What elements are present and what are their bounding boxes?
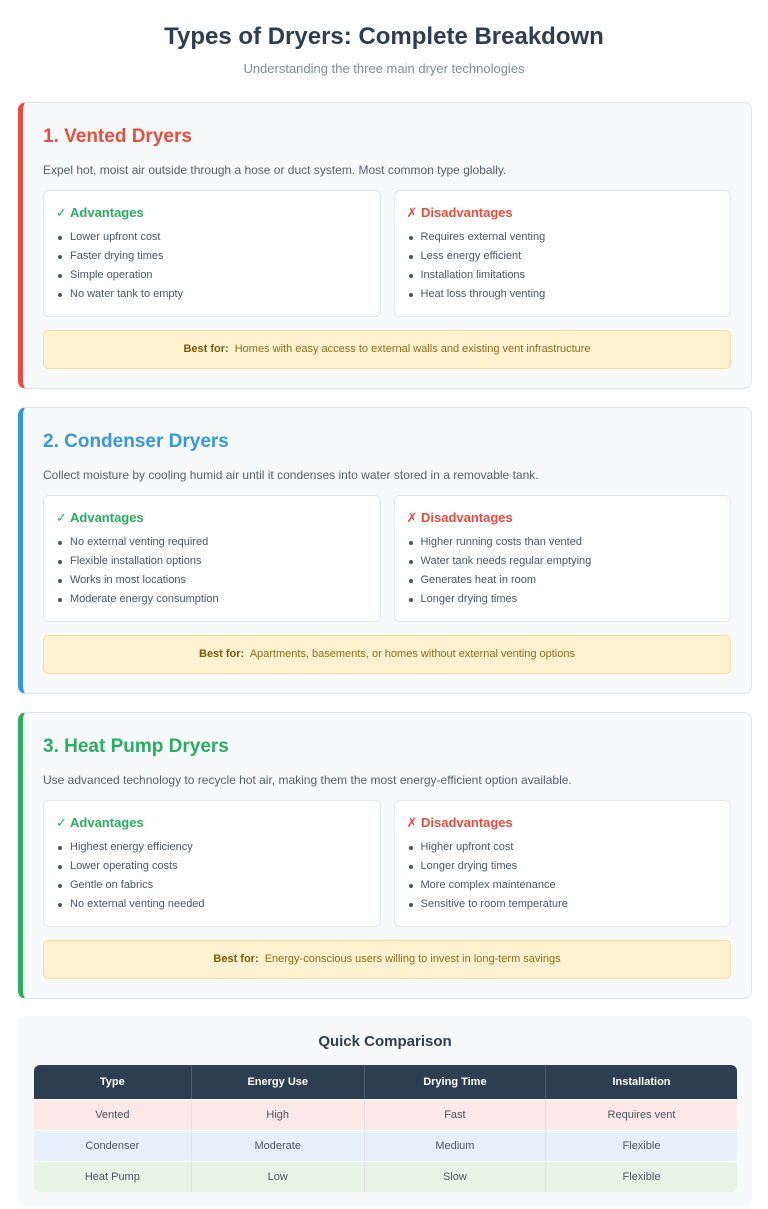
- list-item: Moderate energy consumption: [56, 590, 368, 609]
- disadvantages-box: [394, 190, 732, 317]
- list-item: Works in most locations: [56, 571, 368, 590]
- column-header: Energy Use: [192, 1065, 365, 1099]
- table-row: [34, 1161, 737, 1192]
- best-for-box: [43, 330, 731, 369]
- disadvantages-heading: ✗ Disadvantages: [406, 815, 513, 830]
- section-title: 3. Heat Pump Dryers: [43, 736, 229, 757]
- table-cell: Vented: [34, 1099, 192, 1130]
- list-item: No water tank to empty: [56, 285, 368, 304]
- list-item: Higher upfront cost: [407, 838, 719, 857]
- best-for-text: Apartments, basements, or homes without external venting options: [249, 648, 575, 660]
- list-item: Flexible installation options: [56, 552, 368, 571]
- table-cell: Requires vent: [546, 1099, 737, 1130]
- advantages-list: [56, 228, 368, 304]
- list-item: Requires external venting: [407, 228, 719, 247]
- list-item: Lower operating costs: [56, 857, 368, 876]
- comparison-table: [34, 1065, 737, 1192]
- advantages-box: [43, 800, 381, 927]
- page-title: Types of Dryers: Complete Breakdown: [164, 23, 604, 50]
- table-header-row: [34, 1065, 737, 1099]
- list-item: Water tank needs regular emptying: [407, 552, 719, 571]
- section-description: Collect moisture by cooling humid air until it condenses into water stored in a removable tank.: [43, 468, 539, 482]
- disadvantages-heading: ✗ Disadvantages: [406, 205, 513, 220]
- heat-pump-dryers-card: [18, 712, 752, 999]
- list-item: Generates heat in room: [407, 571, 719, 590]
- section-title: 1. Vented Dryers: [43, 126, 192, 147]
- table-cell: Slow: [365, 1161, 546, 1192]
- disadvantages-heading: ✗ Disadvantages: [406, 510, 513, 525]
- advantages-heading: ✓ Advantages: [56, 510, 144, 525]
- best-for-label: Best for:: [183, 343, 229, 355]
- table-cell: Low: [192, 1161, 365, 1192]
- disadvantages-box: [394, 800, 732, 927]
- table-cell: Medium: [365, 1130, 546, 1161]
- list-item: Longer drying times: [407, 857, 719, 876]
- section-description: Expel hot, moist air outside through a hose or duct system. Most common type globally.: [43, 163, 507, 177]
- vented-dryers-card: [18, 102, 752, 389]
- list-item: Simple operation: [56, 266, 368, 285]
- advantages-box: [43, 190, 381, 317]
- disadvantages-box: [394, 495, 732, 622]
- table-row: [34, 1130, 737, 1161]
- disadvantages-list: [407, 533, 719, 609]
- list-item: Higher running costs than vented: [407, 533, 719, 552]
- table-cell: Flexible: [546, 1161, 737, 1192]
- best-for-text: Homes with easy access to external walls and existing vent infrastructure: [234, 343, 591, 355]
- best-for-label: Best for:: [213, 953, 259, 965]
- column-header: Type: [34, 1065, 192, 1099]
- page-header: [0, 0, 768, 100]
- advantages-heading: ✓ Advantages: [56, 815, 144, 830]
- pros-cons-row: [43, 800, 731, 927]
- table-cell: Flexible: [546, 1130, 737, 1161]
- list-item: Installation limitations: [407, 266, 719, 285]
- quick-comparison: [18, 1016, 752, 1206]
- comparison-title: Quick Comparison: [318, 1033, 452, 1050]
- list-item: Lower upfront cost: [56, 228, 368, 247]
- table-cell: High: [192, 1099, 365, 1130]
- table-row: [34, 1099, 737, 1130]
- disadvantages-list: [407, 838, 719, 914]
- list-item: Heat loss through venting: [407, 285, 719, 304]
- best-for-box: [43, 635, 731, 674]
- list-item: Faster drying times: [56, 247, 368, 266]
- table-cell: Fast: [365, 1099, 546, 1130]
- advantages-list: [56, 838, 368, 914]
- best-for-text: Energy-conscious users willing to invest in long-term savings: [264, 953, 561, 965]
- advantages-heading: ✓ Advantages: [56, 205, 144, 220]
- column-header: Drying Time: [365, 1065, 546, 1099]
- list-item: Gentle on fabrics: [56, 876, 368, 895]
- list-item: No external venting needed: [56, 895, 368, 914]
- condenser-dryers-card: [18, 407, 752, 694]
- list-item: No external venting required: [56, 533, 368, 552]
- list-item: Highest energy efficiency: [56, 838, 368, 857]
- best-for-box: [43, 940, 731, 979]
- table-cell: Condenser: [34, 1130, 192, 1161]
- advantages-box: [43, 495, 381, 622]
- page-subtitle: Understanding the three main dryer technologies: [243, 61, 525, 76]
- disadvantages-list: [407, 228, 719, 304]
- section-title: 2. Condenser Dryers: [43, 431, 229, 452]
- list-item: Longer drying times: [407, 590, 719, 609]
- pros-cons-row: [43, 495, 731, 622]
- list-item: Sensitive to room temperature: [407, 895, 719, 914]
- section-description: Use advanced technology to recycle hot air, making them the most energy-efficient option available.: [43, 773, 572, 787]
- pros-cons-row: [43, 190, 731, 317]
- advantages-list: [56, 533, 368, 609]
- best-for-label: Best for:: [199, 648, 245, 660]
- list-item: Less energy efficient: [407, 247, 719, 266]
- column-header: Installation: [546, 1065, 737, 1099]
- table-cell: Heat Pump: [34, 1161, 192, 1192]
- table-cell: Moderate: [192, 1130, 365, 1161]
- list-item: More complex maintenance: [407, 876, 719, 895]
